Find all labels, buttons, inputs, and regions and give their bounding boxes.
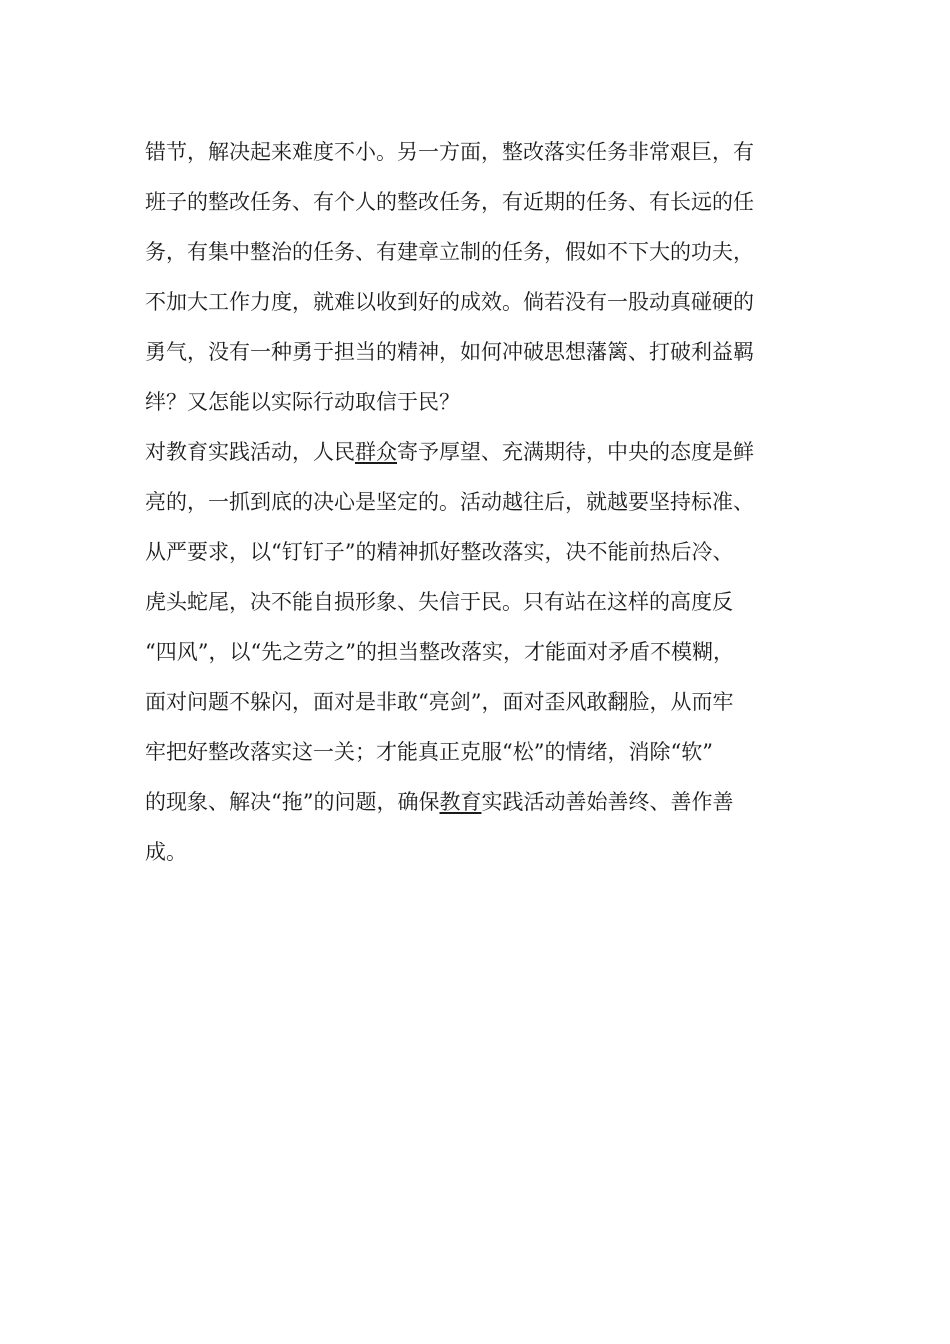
text-segment: 实践活动善始善终、善作善 xyxy=(481,790,734,814)
text-line: 错节，解决起来难度不小。另一方面，整改落实任务非常艰巨，有 xyxy=(145,140,754,164)
text-line: 绊？又怎能以实际行动取信于民？ xyxy=(145,390,460,414)
text-segment: 的现象、解决“拖”的问题，确保 xyxy=(145,790,440,814)
text-segment: 对教育实践活动，人民 xyxy=(145,440,355,464)
underlined-link[interactable]: 群众 xyxy=(355,440,397,464)
text-line: 亮的，一抓到底的决心是坚定的。活动越往后，就越要坚持标准、 xyxy=(145,490,754,514)
text-line: 从严要求，以“钉钉子”的精神抓好整改落实，决不能前热后冷、 xyxy=(145,540,734,564)
paragraph-1 xyxy=(145,132,835,432)
text-segment: 寄予厚望、充满期待，中央的态度是鲜 xyxy=(397,440,754,464)
text-line: 务，有集中整治的任务、有建章立制的任务，假如不下大的功夫， xyxy=(145,240,754,264)
text-line: 牢把好整改落实这一关；才能真正克服“松”的情绪，消除“软” xyxy=(145,740,713,764)
paragraph-2 xyxy=(145,432,835,882)
document-body xyxy=(145,132,835,882)
text-line: 面对问题不躲闪，面对是非敢“亮剑”，面对歪风敢翻脸，从而牢 xyxy=(145,690,734,714)
text-line: 不加大工作力度，就难以收到好的成效。倘若没有一股动真碰硬的 xyxy=(145,290,754,314)
underlined-link[interactable]: 教育 xyxy=(439,790,482,814)
text-line: “四风”，以“先之劳之”的担当整改落实，才能面对矛盾不模糊， xyxy=(145,640,734,664)
text-line: 勇气，没有一种勇于担当的精神，如何冲破思想藩篱、打破利益羁 xyxy=(145,340,754,364)
text-line: 班子的整改任务、有个人的整改任务，有近期的任务、有长远的任 xyxy=(145,190,754,214)
text-line: 虎头蛇尾，决不能自损形象、失信于民。只有站在这样的高度反 xyxy=(145,590,733,614)
text-line xyxy=(145,782,835,832)
text-line: 成。 xyxy=(145,840,187,864)
text-line xyxy=(145,432,835,482)
